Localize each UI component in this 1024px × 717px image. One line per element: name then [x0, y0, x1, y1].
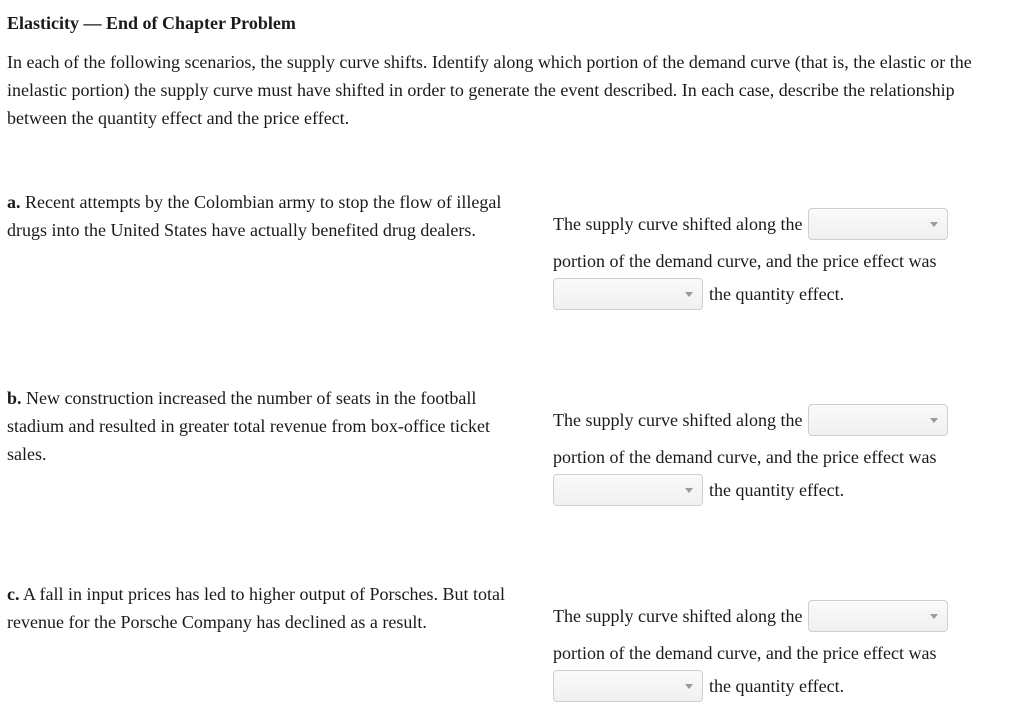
scenario-text: New construction increased the number of seats in the football stadium and resulted in greater total revenue from box-office ticket sales.	[7, 388, 490, 464]
effect-dropdown-b[interactable]	[553, 474, 703, 506]
chevron-down-icon	[930, 222, 938, 227]
portion-dropdown-a[interactable]	[808, 208, 948, 240]
answer-text-part1: The supply curve shifted along the	[553, 410, 803, 430]
page-title: Elasticity — End of Chapter Problem	[7, 13, 296, 33]
chevron-down-icon	[685, 488, 693, 493]
scenario-letter: a.	[7, 192, 21, 212]
chevron-down-icon	[930, 614, 938, 619]
answer-a	[553, 207, 993, 311]
scenario-letter: c.	[7, 584, 20, 604]
effect-dropdown-c[interactable]	[553, 670, 703, 702]
answer-text-part1: The supply curve shifted along the	[553, 606, 803, 626]
answer-text-part3: the quantity effect.	[709, 676, 845, 696]
answer-text-part2: portion of the demand curve, and the price effect was	[553, 251, 937, 271]
scenario-c	[7, 580, 507, 636]
answer-c	[553, 599, 993, 703]
chevron-down-icon	[685, 292, 693, 297]
scenario-text: Recent attempts by the Colombian army to stop the flow of illegal drugs into the United States have actually benefited drug dealers.	[7, 192, 502, 240]
scenario-a	[7, 188, 507, 244]
effect-dropdown-a[interactable]	[553, 278, 703, 310]
answer-text-part3: the quantity effect.	[709, 480, 845, 500]
chevron-down-icon	[930, 418, 938, 423]
answer-b	[553, 403, 993, 507]
scenario-text: A fall in input prices has led to higher output of Porsches. But total revenue for the Porsche Company has declined as a result.	[7, 584, 505, 632]
portion-dropdown-b[interactable]	[808, 404, 948, 436]
instructions-text: In each of the following scenarios, the supply curve shifts. Identify along which portion of the demand curve (that is, the elastic or the inelastic portion) the supply curve must have shifted in order to generate the event described. In each case, describe the relationship between the quantity effect and the price effect.	[7, 52, 972, 128]
answer-text-part3: the quantity effect.	[709, 284, 845, 304]
scenario-b	[7, 384, 507, 468]
answer-text-part2: portion of the demand curve, and the price effect was	[553, 643, 937, 663]
scenario-letter: b.	[7, 388, 22, 408]
answer-text-part2: portion of the demand curve, and the price effect was	[553, 447, 937, 467]
answer-text-part1: The supply curve shifted along the	[553, 214, 803, 234]
portion-dropdown-c[interactable]	[808, 600, 948, 632]
chevron-down-icon	[685, 684, 693, 689]
